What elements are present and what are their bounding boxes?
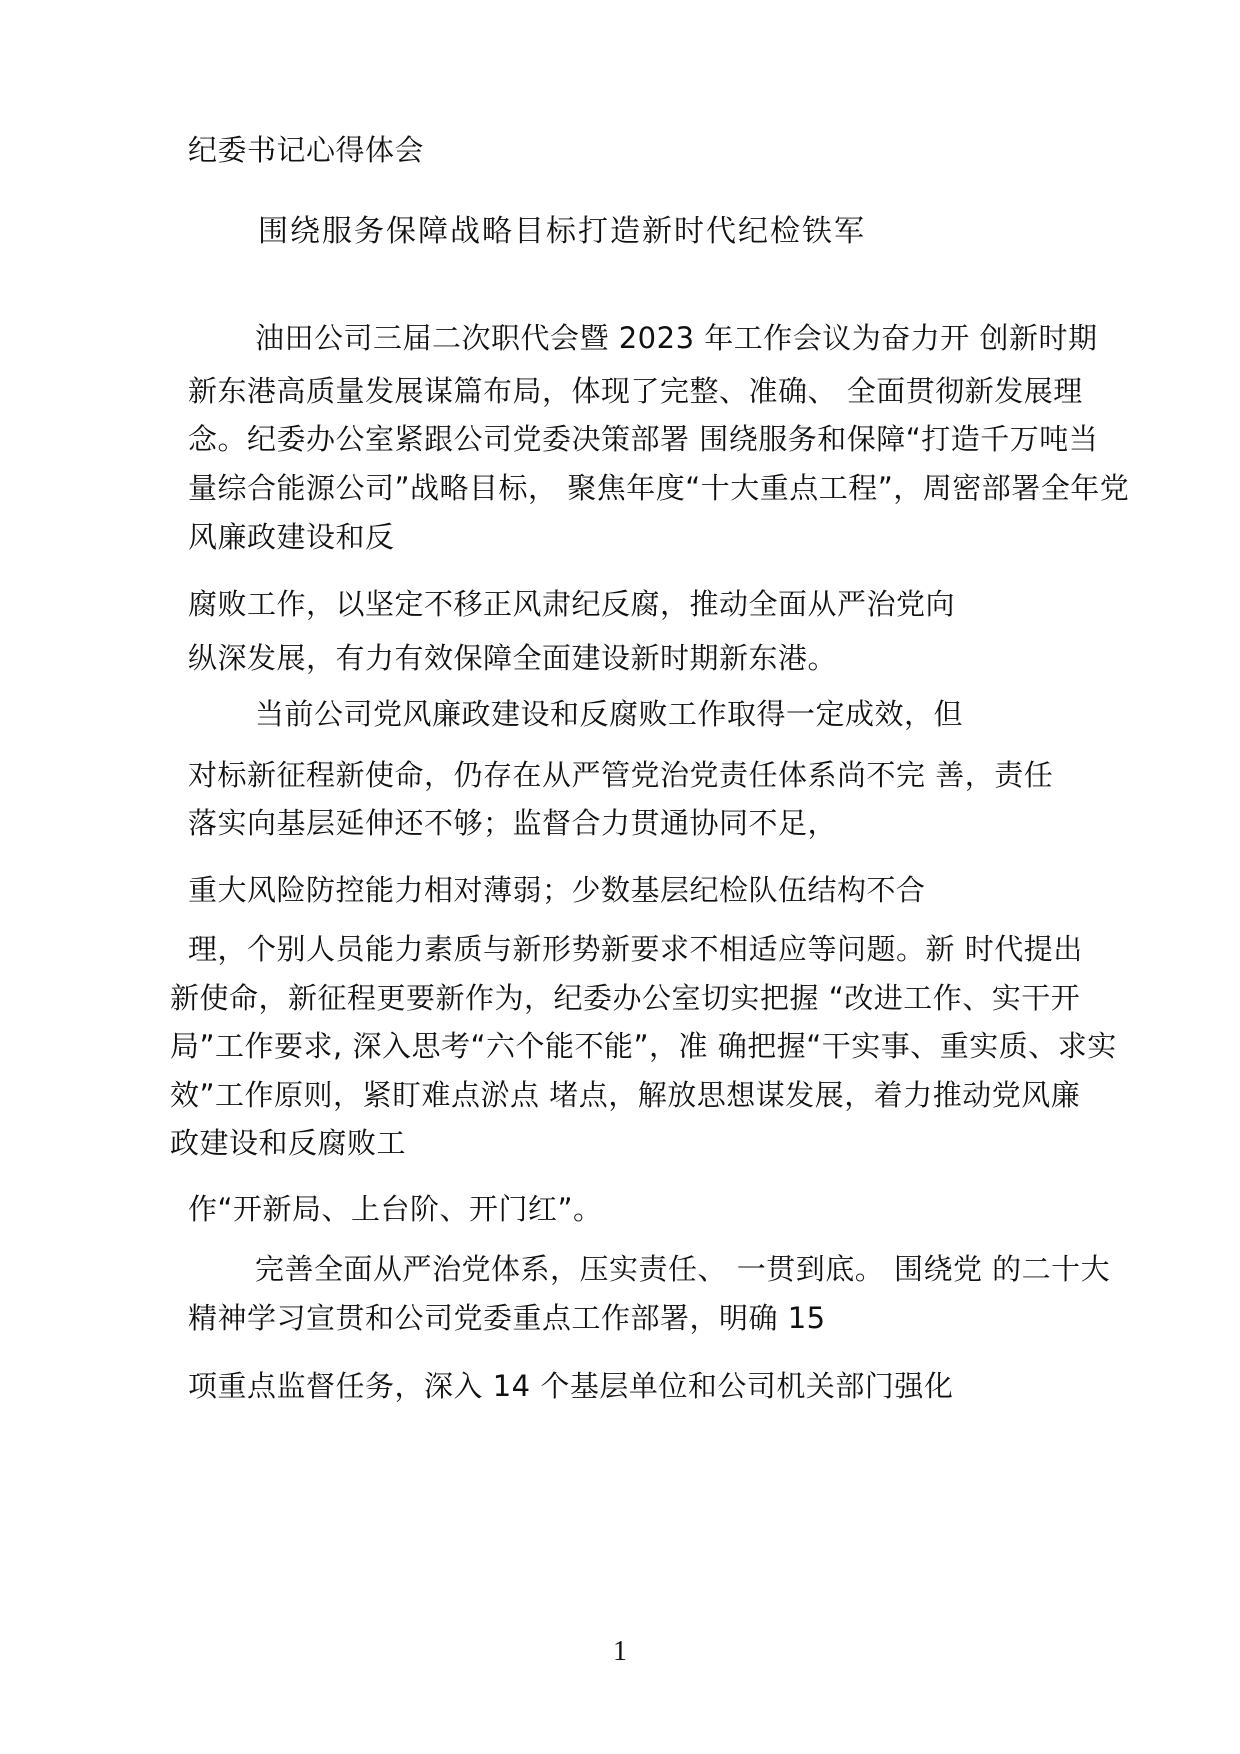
document-heading: 纪委书记心得体会 bbox=[188, 133, 425, 167]
body-line: 新东港高质量发展谋篇布局，体现了完整、准确、 全面贯彻新发展理 bbox=[188, 374, 1083, 408]
body-line: 风廉政建设和反 bbox=[188, 520, 395, 554]
body-line: 效”工作原则，紧盯难点淤点 堵点，解放思想谋发展，着力推动党风廉 bbox=[170, 1078, 1081, 1112]
page-number: 1 bbox=[613, 1636, 627, 1667]
body-line: 项重点监督任务，深入 14 个基层单位和公司机关部门强化 bbox=[188, 1369, 954, 1403]
body-line: 精神学习宣贯和公司党委重点工作部署，明确 15 bbox=[188, 1301, 826, 1335]
body-line: 理，个别人员能力素质与新形势新要求不相适应等问题。新 时代提出 bbox=[188, 932, 1083, 966]
body-line: 油田公司三届二次职代会暨 2023 年工作会议为奋力开 创新时期 bbox=[255, 321, 1098, 355]
document-title: 围绕服务保障战略目标打造新时代纪检铁军 bbox=[258, 214, 866, 249]
body-line: 局”工作要求, 深入思考“六个能不能”，准 确把握“干实事、重实质、求实 bbox=[170, 1029, 1117, 1063]
body-line: 当前公司党风廉政建设和反腐败工作取得一定成效，但 bbox=[255, 697, 964, 731]
body-line: 念。纪委办公室紧跟公司党委决策部署 围绕服务和保障“打造千万吨当 bbox=[188, 422, 1099, 456]
body-line: 纵深发展，有力有效保障全面建设新时期新东港。 bbox=[188, 641, 838, 675]
body-line: 作“开新局、上台阶、开门红”。 bbox=[188, 1192, 603, 1226]
body-line: 腐败工作，以坚定不移正风肃纪反腐，推动全面从严治党向 bbox=[188, 587, 956, 621]
body-line: 对标新征程新使命，仍存在从严管党治党责任体系尚不完 善，责任 bbox=[188, 758, 1054, 792]
body-line: 完善全面从严治党体系，压实责任、 一贯到底。 围绕党 的二十大 bbox=[255, 1252, 1111, 1286]
body-line: 量综合能源公司”战略目标， 聚焦年度“十大重点工程”，周密部署全年党 bbox=[188, 471, 1130, 505]
body-line: 政建设和反腐败工 bbox=[170, 1126, 407, 1160]
body-line: 落实向基层延伸还不够；监督合力贯通协同不足， bbox=[188, 806, 838, 840]
body-line: 新使命，新征程更要新作为，纪委办公室切实把握 “改进工作、实干开 bbox=[170, 981, 1081, 1015]
body-line: 重大风险防控能力相对薄弱；少数基层纪检队伍结构不合 bbox=[188, 873, 926, 907]
